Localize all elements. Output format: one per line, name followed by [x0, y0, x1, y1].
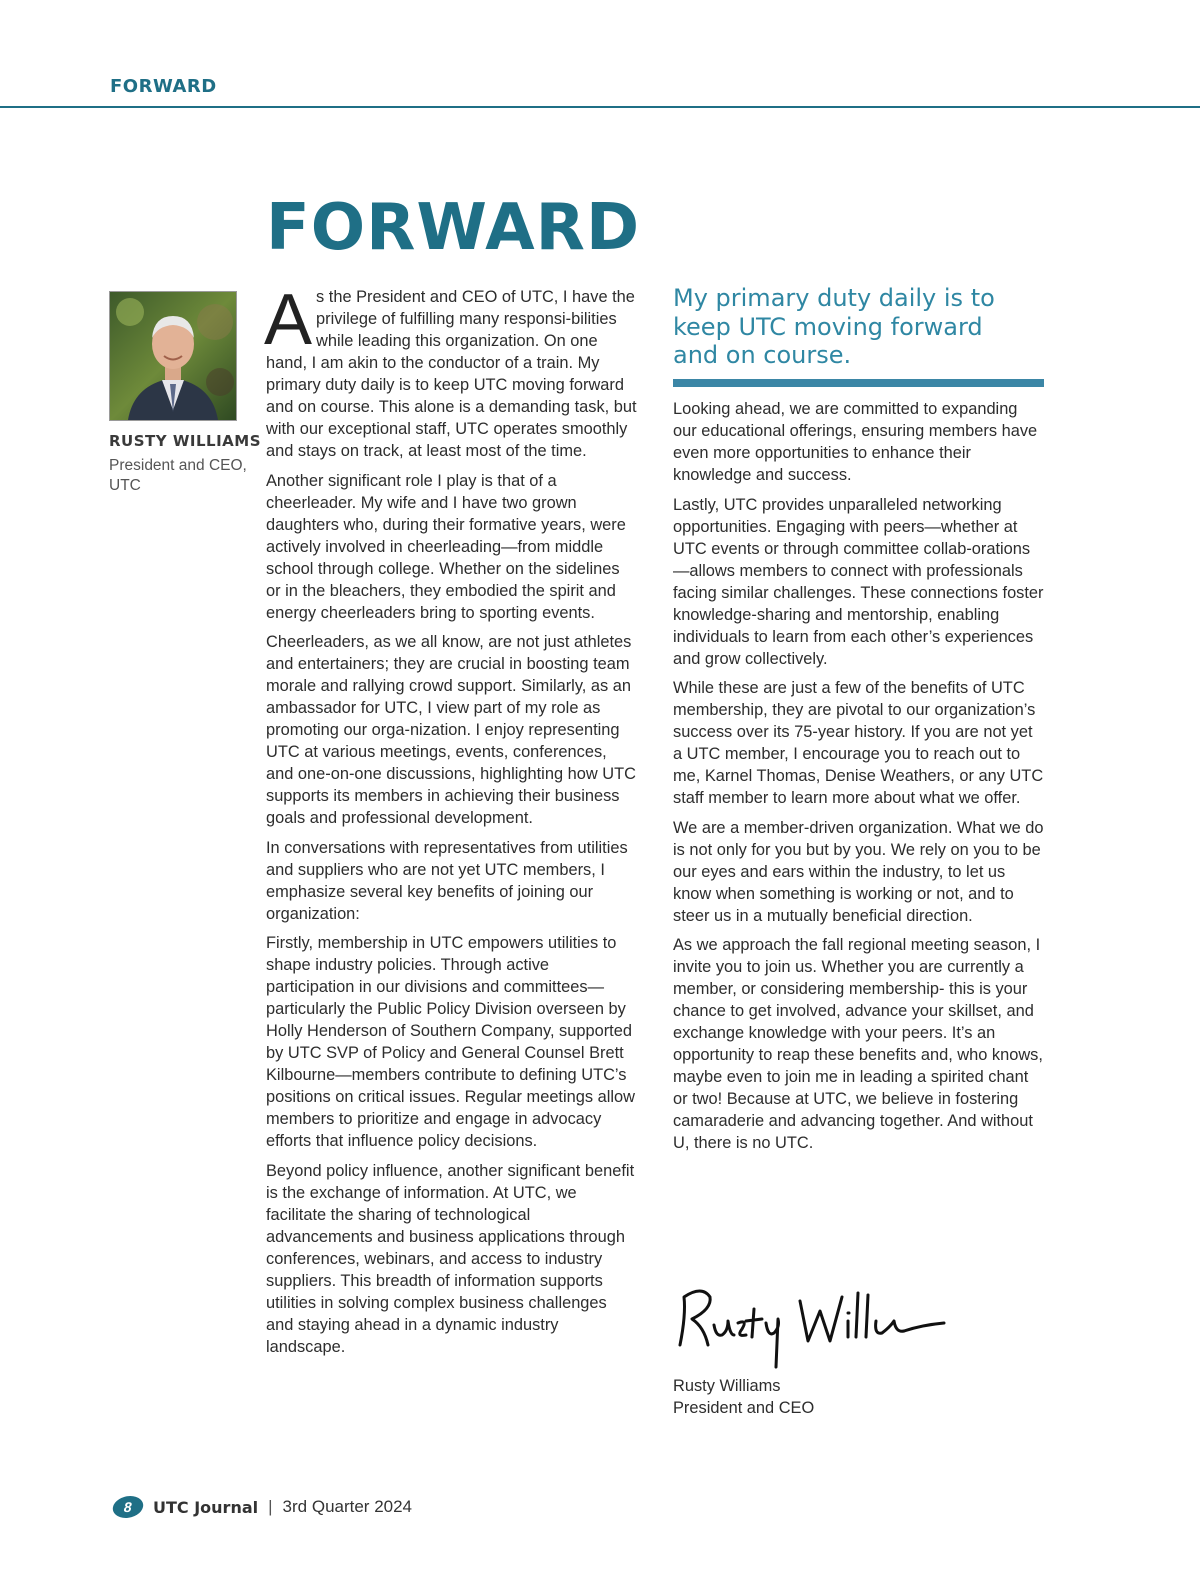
signature	[672, 1275, 952, 1375]
author-portrait	[109, 291, 237, 421]
pull-quote: My primary duty daily is to keep UTC moving forward and on course.	[673, 284, 995, 369]
paragraph: In conversations with representatives from utilities and suppliers who are not yet UTC members, I emphasize several key benefits of joining our organization:	[266, 838, 628, 923]
journal-name: UTC Journal	[153, 1497, 259, 1517]
footer-separator: |	[268, 1497, 273, 1516]
drop-cap: A	[264, 280, 313, 360]
pull-quote-rule	[673, 379, 1044, 387]
author-title: President and CEO, UTC	[109, 457, 247, 494]
paragraph: We are a member-driven organization. What we do is not only for you but by you. We rely on you to be our eyes and ears within the industry, to let us know when something is working or not, and to steer us in a mutually beneficial direction.	[673, 818, 1044, 925]
running-head: FORWARD	[110, 76, 217, 97]
paragraph: As we approach the fall regional meeting season, I invite you to join us. Whether you are currently a member, or considering membership- this is your chance to get involved, advance your skillset, and exchange knowledge with your peers. It’s an opportunity to reap these benefits and, who knows, maybe even to join me in leading a spirited chant or two! Because at UTC, we believe in fostering camaraderie and advancing together. And without U, there is no UTC.	[673, 936, 1043, 1152]
footer	[113, 1494, 412, 1520]
paragraph: Lastly, UTC provides unparalleled networking opportunities. Engaging with peers—whether at UTC events or through committee collab-orations—allows members to connect with professionals facing similar challenges. These connections foster knowledge-sharing and mentorship, enabling individuals to learn from each other’s experiences and grow collectively.	[673, 495, 1044, 668]
paragraph: Beyond policy influence, another significant benefit is the exchange of information. At UTC, we facilitate the sharing of technological advancements and business applications through conferences, webinars, and access to industry suppliers. This breadth of information supports utilities in solving complex business challenges and staying ahead in a dynamic industry landscape.	[266, 1161, 635, 1356]
page-number: 8	[111, 1496, 146, 1518]
left-column	[264, 280, 638, 1365]
paragraph: Cheerleaders, as we all know, are not just athletes and entertainers; they are crucial in boosting team morale and rallying crowd support. Similarly, as an ambassador for UTC, I view part of my role as promoting our orga-nization. I enjoy representing UTC at various meetings, events, conferences, and one-on-one discussions, highlighting how UTC supports its members in achieving their business goals and professional development.	[266, 633, 636, 827]
author-name: RUSTY WILLIAMS	[109, 432, 262, 450]
page-title: FORWARD	[266, 191, 641, 265]
signoff-title: President and CEO	[673, 1399, 815, 1417]
paragraph: While these are just a few of the benefits of UTC membership, they are pivotal to our organization’s success over its 75-year history. If you are not yet a UTC member, I encourage you to reach out to me, Karnel Thomas, Denise Weathers, or any UTC staff member to learn more about what we offer.	[673, 679, 1044, 807]
signature-icon	[672, 1275, 952, 1375]
signoff-name: Rusty Williams	[673, 1377, 781, 1395]
header-rule	[0, 106, 1200, 108]
right-column	[673, 398, 1045, 1162]
paragraph: Looking ahead, we are committed to expanding our educational offerings, ensuring members have even more opportunities to enhance their knowledge and success.	[673, 400, 1038, 484]
paragraph: Firstly, membership in UTC empowers utilities to shape industry policies. Through active participation in our divisions and committees—particularly the Public Policy Division overseen by Holly Henderson of Southern Company, supported by UTC SVP of Policy and General Counsel Brett Kilbourne—members contribute to defining UTC’s positions on critical issues. Regular meetings allow members to prioritize and engage in advocacy efforts that influence policy decisions.	[266, 934, 635, 1150]
paragraph: Another significant role I play is that of a cheerleader. My wife and I have two grown daughters who, during their formative years, were actively involved in cheerleading—from middle school through college. Whether on the sidelines or in the bleachers, they embodied the spirit and energy cheerleaders bring to sporting events.	[266, 471, 626, 622]
paragraph: As the President and CEO of UTC, I have the privilege of fulfilling many responsi-bilities while leading this organization. On one hand, I am akin to the conductor of a train. My primary duty daily is to keep UTC moving forward and on course. This alone is a demanding task, but with our exceptional staff, UTC operates smoothly and stays on track, at least most of the time.	[264, 280, 637, 460]
signoff	[673, 1375, 814, 1419]
issue-date: 3rd Quarter 2024	[282, 1497, 413, 1516]
portrait-photo-icon	[110, 292, 236, 420]
